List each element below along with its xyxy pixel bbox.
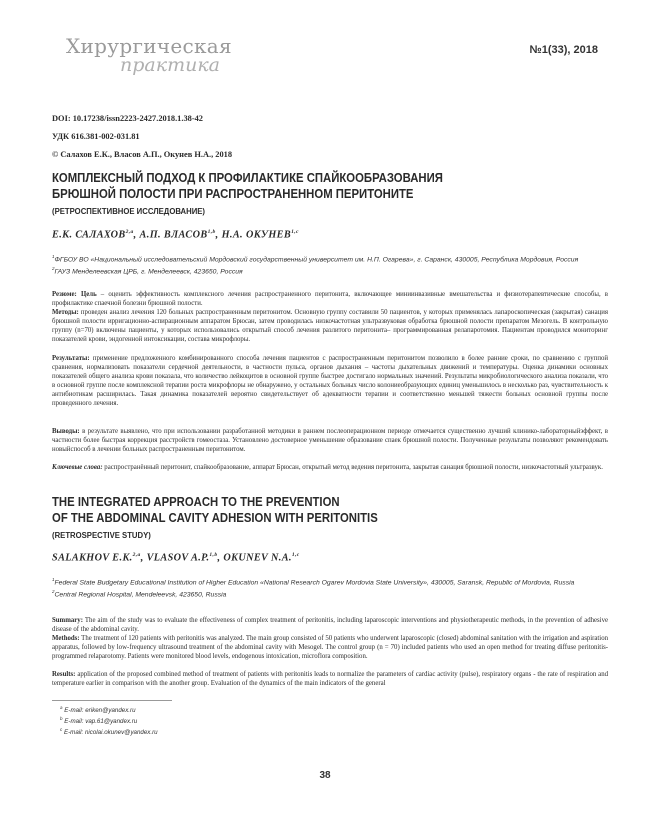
ru-methods-label: Методы: <box>52 309 79 316</box>
en-abstract-methods <box>52 634 608 661</box>
en-authors-sep: , <box>140 552 147 564</box>
ru-abstract-methods <box>52 308 608 344</box>
en-summary-text: The aim of the study was to evaluate the effectiveness of complex treatment of peritonitis, including laparoscopic interventions and physiotherapeutic methods, in the prevention of adhesive disease of the abdominal cavity. <box>52 617 608 634</box>
en-abstract-summary <box>52 616 608 634</box>
en-abstract-results <box>52 670 608 688</box>
ru-goal-text: – оценить эффективность комплексного лечения распространенного перитонита, включающее миниинвазивные вмешательства и физиотерапевтические способы, в профилактике спаечной болезни брюшной полости. <box>52 291 608 308</box>
en-author-3-sup: 1,c <box>291 552 300 558</box>
ru-results-text: применение предложенного комбинированного способа лечения пациентов с распространенным перитонитом позволило в более ранние сроки, по сравнению с группой сравнения, нормализовать показатели сердечной деятельности, в частности пульса, органов дыхания – частоты дыхательных движений и температуры. Оценка динамики основных показателей общего анализа крови показала, что количество лейкоцитов в основной группе быстрее достигало нормальных значений. Результаты микробиологического анализа показали, что в основной группе после комплексной терапии роста микрофлоры не обнаружено, у остальных больных число колониеобразующих единиц уменьшилось в несколько раз, чувствительность к антибиотикам расширилась. Такая динамика показателей вероятно свидетельствует об адекватности терапии и соответственно меньшей тяжести больных основной группы после проведенного лечения. <box>52 355 608 408</box>
ru-goal-label: Резюме: Цель <box>52 291 97 298</box>
journal-logo-line1: Хирургическая <box>66 34 232 58</box>
ru-author-3: Н.А. ОКУНЕВ <box>221 229 292 241</box>
en-affiliations <box>52 575 608 600</box>
en-summary-label: Summary: <box>52 617 83 624</box>
ru-abstract-goal <box>52 290 608 308</box>
ru-abstract-conclusions <box>52 427 608 454</box>
ru-authors-sep: , <box>215 229 222 241</box>
footnotes <box>60 704 158 737</box>
ru-title-line1: КОМПЛЕКСНЫЙ ПОДХОД К ПРОФИЛАКТИКЕ СПАЙКООБРАЗОВАНИЯ <box>52 171 443 185</box>
ru-affiliation-2 <box>52 264 608 276</box>
en-author-1: SALAKHOV E.K. <box>52 552 133 564</box>
ru-author-3-sup: 1,c <box>291 229 299 235</box>
en-author-2-sup: 1,b <box>209 552 218 558</box>
ru-methods-text: проведен анализ лечения 120 больных распространенным перитонитом. Основную группу составили 50 пациентов, у которых применялась лапароскопическая (закрытая) санация брюшной полости ирригационно-аспирационным аппаратом Брюсан, затем проводилась низкочастотная ультразвуковая обработка брюшной полости препаратом Мезогель. В контрольную группу (n=70) включены пациенты, у которых использовались открытый способ лечения разлитого перитонита– программированная релапаротомия. Пациентам проводился мониторинг показателей крови, эндогенной интоксикации, состава микрофлоры. <box>52 309 608 344</box>
footnote-b-sup: b <box>60 716 63 722</box>
ru-authors-sep: , <box>133 229 140 241</box>
issue-number: №1(33), 2018 <box>529 44 598 56</box>
en-results-text: application of the proposed combined method of treatment of patients with peritonitis leads to normalize the parameters of cardiac activity (pulse), respiratory organs - the rate of respiration and temperature earlier in comparison with the another group. Evaluation of the dynamics of the main indicators of the general <box>52 671 608 688</box>
ru-author-1: Е.К. САЛАХОВ <box>52 229 126 241</box>
footnote-email-c[interactable] <box>60 726 158 737</box>
footnote-c-sup: c <box>60 727 63 733</box>
doi[interactable]: DOI: 10.17238/issn2223-2427.2018.1.38-42 <box>52 114 203 123</box>
ru-affiliation-2-text: ГАУЗ Менделеевская ЦРБ, г. Менделеевск, 423650, Россия <box>54 268 243 276</box>
en-affiliation-1-text: Federal State Budgetary Educational Institution of Higher Education «National Research Ogarev Mordovia State University», 430005, Saransk, Republic of Mordovia, Russia <box>54 579 575 587</box>
en-title-line1: THE INTEGRATED APPROACH TO THE PREVENTION <box>52 495 340 509</box>
ru-title <box>52 170 556 202</box>
ru-conclusions-label: Выводы: <box>52 428 80 435</box>
ru-affiliation-1 <box>52 252 608 264</box>
ru-authors <box>52 229 299 240</box>
en-author-2: VLASOV A.P. <box>146 552 210 564</box>
ru-subtitle: (РЕТРОСПЕКТИВНОЕ ИССЛЕДОВАНИЕ) <box>52 206 205 216</box>
footnote-email-a[interactable] <box>60 704 158 715</box>
copyright: © Салахов Е.К., Власов А.П., Окунев Н.А., 2018 <box>52 150 233 159</box>
en-title-line2: OF THE ABDOMINAL CAVITY ADHESION WITH PERITONITIS <box>52 511 378 525</box>
en-affiliation-2 <box>52 587 608 599</box>
ru-title-line2: БРЮШНОЙ ПОЛОСТИ ПРИ РАСПРОСТРАНЕННОМ ПЕРИТОНИТЕ <box>52 187 414 201</box>
en-authors-sep: , <box>217 552 224 564</box>
ru-results-label: Результаты: <box>52 355 90 362</box>
ru-keywords <box>52 463 608 472</box>
ru-author-2-sup: 1,b <box>207 229 216 235</box>
footnote-c-text[interactable]: E-mail: nicolai.okunev@yandex.ru <box>63 729 158 737</box>
en-author-3: OKUNEV N.A. <box>223 552 292 564</box>
en-affiliation-2-sup: 2 <box>52 589 55 595</box>
en-affiliation-1-sup: 1 <box>52 577 55 582</box>
footnote-a-text[interactable]: E-mail: eriken@yandex.ru <box>64 707 136 715</box>
ru-affiliation-1-text: ФГБОУ ВО «Национальный исследовательский Мордовский государственный университет им. Н.П. Огарева», г. Саранск, 430005, Республика Мордовия, Россия <box>54 256 579 264</box>
ru-affiliation-2-sup: 2 <box>52 266 55 272</box>
udk: УДК 616.381-002-031.81 <box>52 132 140 141</box>
footnote-a-sup: a <box>60 705 63 710</box>
en-results-label: Results: <box>52 671 76 678</box>
ru-abstract-results <box>52 354 608 409</box>
footnote-email-b[interactable] <box>60 715 158 726</box>
en-subtitle: (RETROSPECTIVE STUDY) <box>52 530 151 540</box>
ru-conclusions-text: в результате выявлено, что при использовании разработанной методики в раннем послеоперационном периоде отмечается существенно лучший клинико-лабораторныйэффект, в частности более быстрая коррекция расстройств гомеостаза. Установлено достоверное уменьшение образование спаек брюшной полости. Полученные результаты позволяют рекомендовать новыйспособ в лечении больных распространенным перитонитом. <box>52 428 608 454</box>
en-affiliation-2-text: Central Regional Hospital, Mendeleevsk, 423650, Russia <box>54 591 227 599</box>
en-affiliation-1 <box>52 575 608 587</box>
ru-affiliation-1-sup: 1 <box>52 254 55 259</box>
en-authors <box>52 552 300 563</box>
en-methods-text: The treatment of 120 patients with peritonitis was analyzed. The main group consisted of 50 patients who underwent laparoscopic (closed) abdominal sanitation with the irrigation and aspiration apparatus, followed by low-frequency ultrasound treatment of the abdominal cavity with Mesogel. The control group (n = 70) included patients who used an open method for treating diffuse peritonitis-programmed relaparotomy. Patients were monitored blood levels, endogenous intoxication, microflora composition. <box>52 635 608 661</box>
ru-keywords-label: Ключевые слова: <box>52 464 103 471</box>
footnote-separator <box>52 700 172 701</box>
ru-affiliations <box>52 252 608 277</box>
ru-keywords-text: распространённый перитонит, спайкообразование, аппарат Брюсан, открытый метод ведения перитонита, закрытая санация брюшной полости, низкочастотный ультразвук. <box>102 464 603 471</box>
footnote-b-text[interactable]: E-mail: vap.61@yandex.ru <box>64 718 138 726</box>
page-number: 38 <box>319 770 331 781</box>
journal-logo-line2: практика <box>120 54 221 76</box>
en-author-1-sup: 2,a <box>132 552 141 558</box>
en-title <box>52 494 556 526</box>
ru-author-1-sup: 2,a <box>125 229 134 235</box>
ru-author-2: А.П. ВЛАСОВ <box>139 229 208 241</box>
en-methods-label: Methods: <box>52 635 80 642</box>
